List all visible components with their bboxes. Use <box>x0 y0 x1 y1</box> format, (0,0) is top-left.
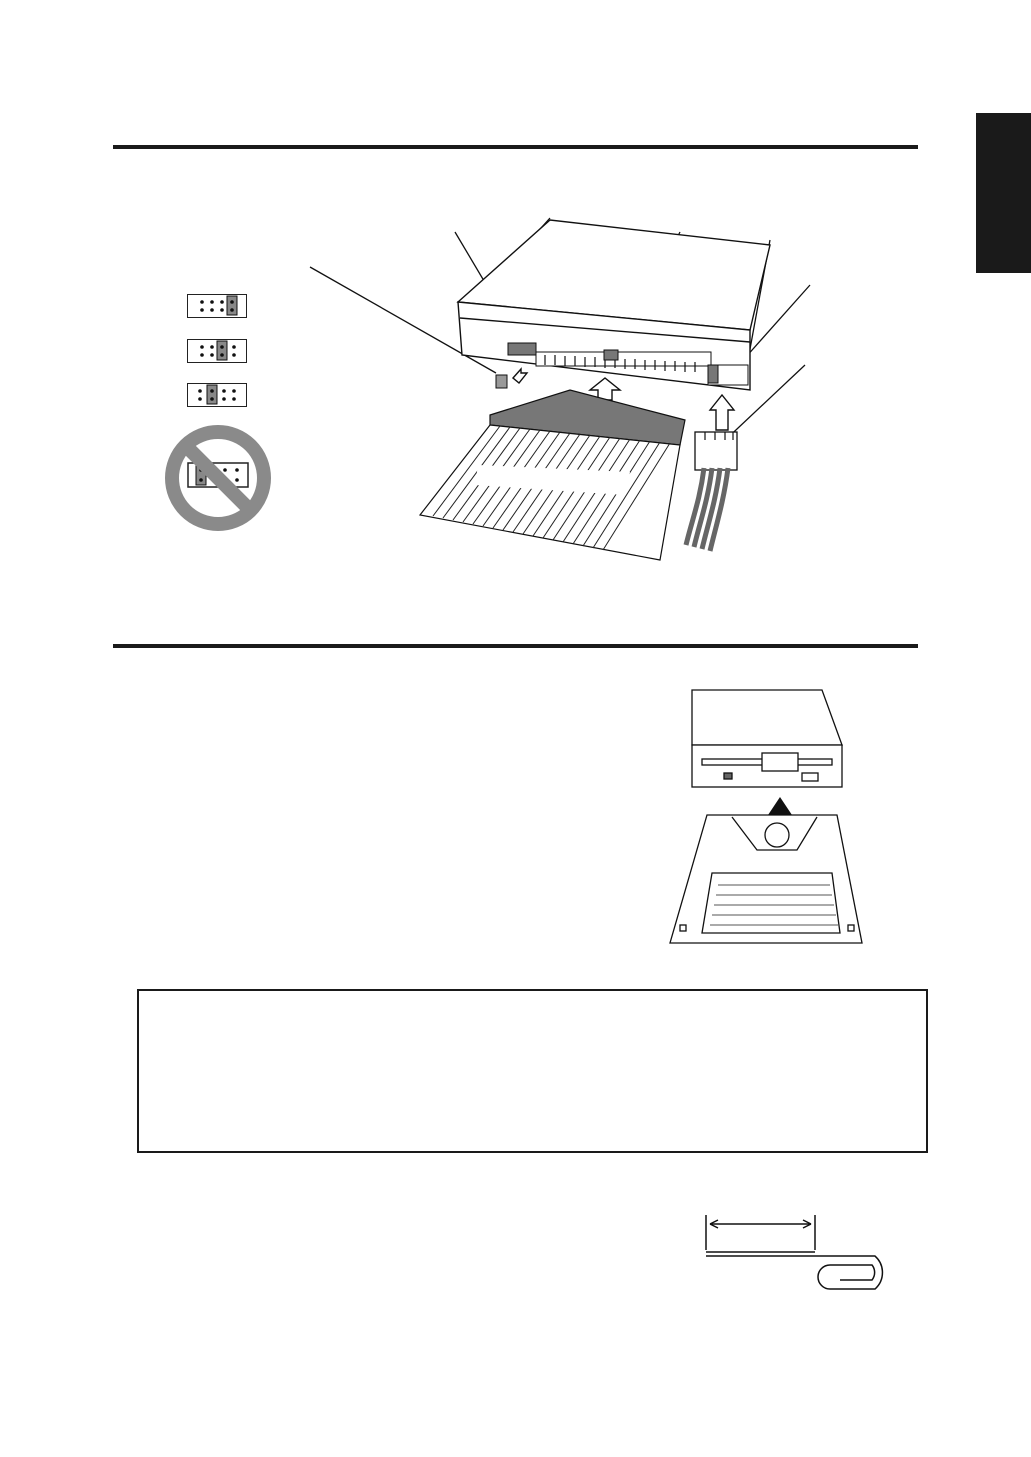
ribbon-cable <box>420 390 685 560</box>
jumper-setting-1 <box>187 294 247 318</box>
notice-box <box>137 989 928 1153</box>
jumper-setting-2 <box>187 339 247 363</box>
section-rule-middle <box>113 644 918 648</box>
jumper-setting-3 <box>187 383 247 407</box>
section-rule-top <box>113 145 918 149</box>
prohibited-icon <box>163 423 273 533</box>
floppy-disk <box>670 815 862 943</box>
jumper-cap <box>496 375 507 388</box>
power-connector <box>686 432 737 551</box>
drive-cable-illustration <box>300 210 820 590</box>
paper-clip-icon <box>700 1210 900 1300</box>
disk-insertion-illustration <box>662 685 872 955</box>
chapter-tab <box>976 113 1031 273</box>
floppy-drive <box>692 690 842 787</box>
